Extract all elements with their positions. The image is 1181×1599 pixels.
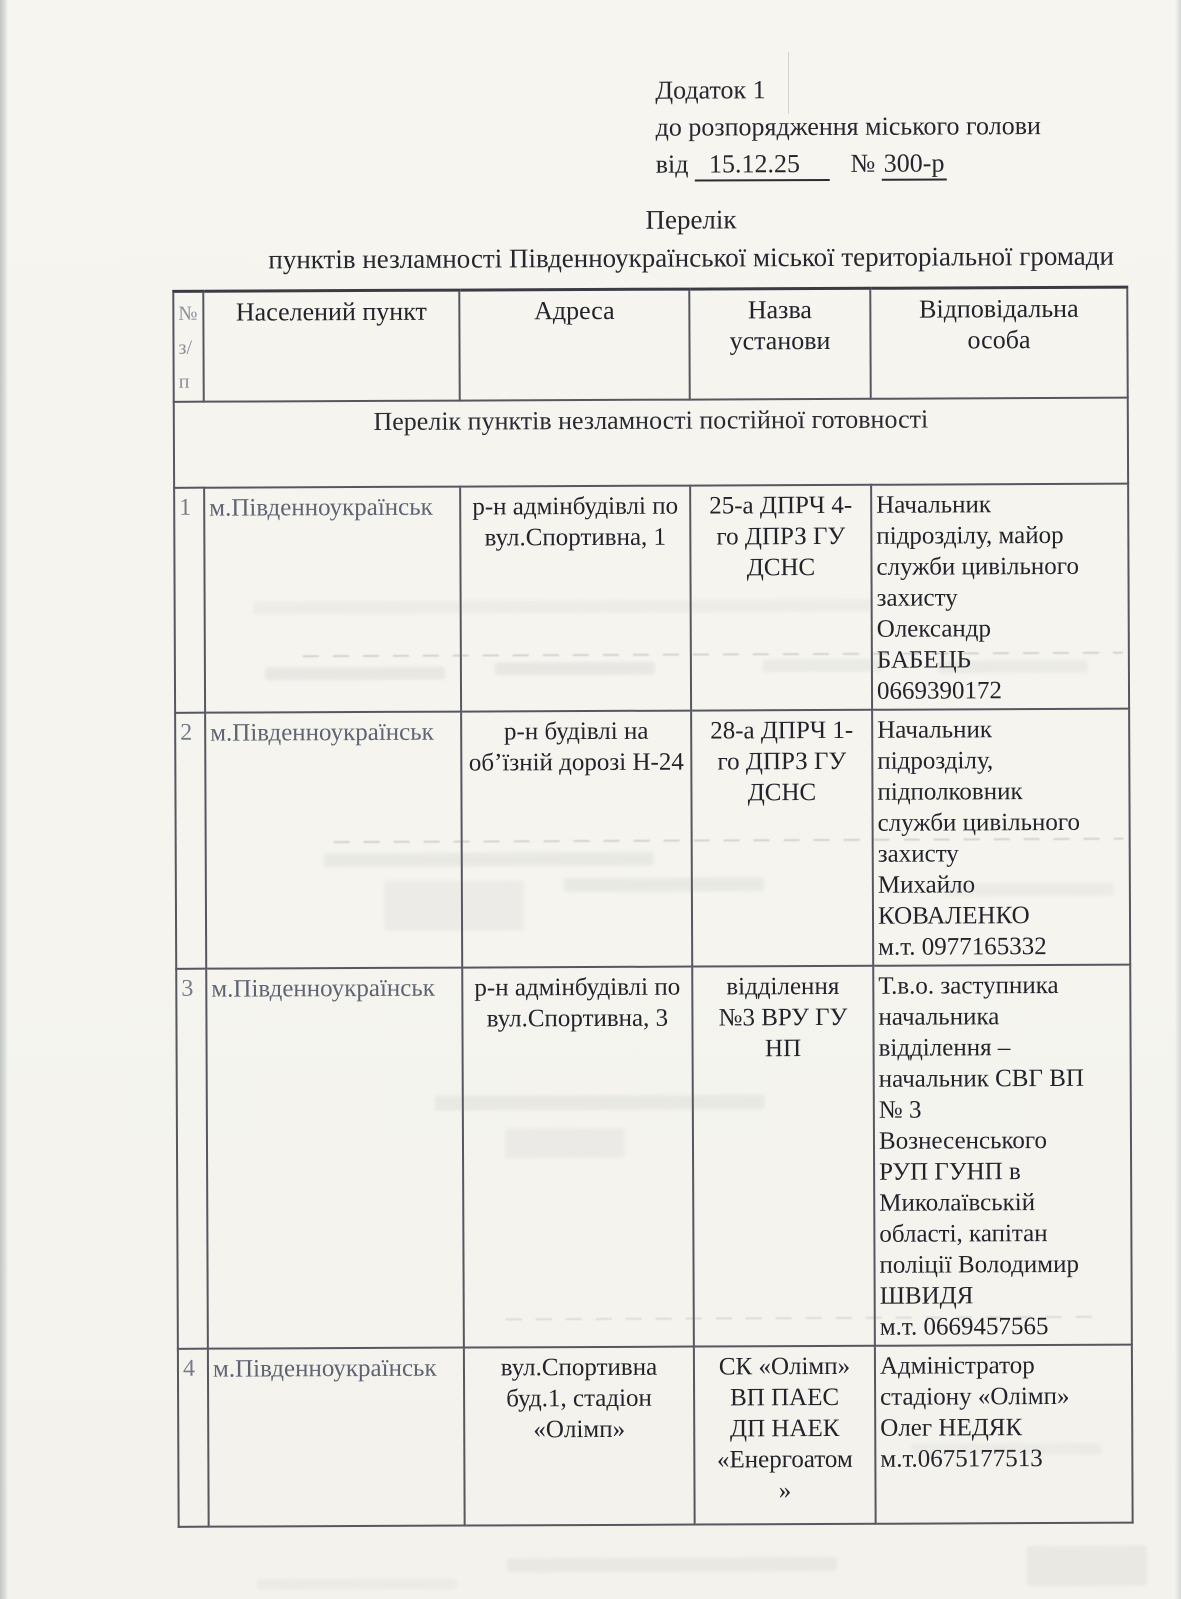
institution-cell: 28-а ДПРЧ 1- го ДПРЗ ГУ ДСНС: [691, 710, 873, 967]
resilience-points-table: [172, 286, 1133, 1528]
bleed-through-artifact: [911, 1443, 1101, 1456]
settlement-cell: м.Південноукраїнськ: [204, 487, 461, 713]
row-number: 3: [176, 969, 208, 1349]
bleed-through-artifact: [384, 880, 524, 931]
settlement-cell: м.Південноукраїнськ: [208, 1348, 465, 1527]
bleed-through-artifact: [495, 662, 655, 676]
header-cell-institution: Назва установи: [689, 288, 870, 399]
bleed-through-artifact: [257, 1579, 457, 1590]
table-header-row: [173, 287, 1127, 402]
table-section-row: [174, 398, 1128, 488]
header-number-line: з/: [178, 336, 193, 359]
order-date: 15.12.25: [695, 149, 830, 182]
bleed-through-artifact: [564, 877, 764, 892]
bleed-through-artifact: [253, 599, 873, 615]
bleed-through-artifact: [505, 1128, 625, 1159]
responsible-cell: Т.в.о. заступника начальника відділення – начальник СВГ ВП № 3 Вознесенського РУП ГУНП в Миколаївській області, капітан поліції Володимир ШВИДЯ м.т. 0669457565: [873, 965, 1132, 1346]
header-cell-settlement: Населений пункт: [203, 290, 459, 402]
address-cell: р-н адмінбудівлі по вул.Спортивна, 3: [462, 967, 694, 1348]
address-cell: р-н адмінбудівлі по вул.Спортивна, 1: [460, 486, 691, 712]
order-number: 300-р: [882, 148, 947, 180]
appendix-line-3: [656, 144, 1041, 183]
row-number: 4: [178, 1349, 209, 1527]
order-number-sign: №: [850, 148, 876, 178]
bleed-through-artifact: [265, 667, 445, 681]
bleed-through-artifact: [1027, 1546, 1147, 1587]
bleed-through-artifact: [435, 1094, 765, 1110]
bleed-through-artifact: [324, 852, 654, 867]
header-cell-number: [173, 291, 203, 402]
institution-cell: відділення №3 ВРУ ГУ НП: [692, 966, 875, 1347]
institution-cell: 25-а ДПРЧ 4- го ДПРЗ ГУ ДСНС: [690, 485, 872, 711]
appendix-block: [655, 70, 1041, 183]
header-number-line: п: [178, 370, 190, 393]
table-row: [176, 965, 1132, 1349]
settlement-cell: м.Південноукраїнськ: [205, 712, 462, 969]
row-number: 2: [175, 713, 206, 969]
header-number-line: №: [178, 302, 198, 325]
document-title-line-1: Перелік: [645, 204, 737, 235]
header-cell-address: Адреса: [459, 289, 689, 401]
header-cell-responsible: Відповідальна особа: [870, 287, 1127, 399]
bleed-through-artifact: [507, 1557, 837, 1572]
address-cell: вул.Спортивна буд.1, стадіон «Олімп»: [464, 1347, 695, 1526]
document-title: [172, 198, 1168, 278]
responsible-cell: Адміністратор стадіону «Олімп» Олег НЕДЯК м.т.0675177513: [875, 1345, 1133, 1524]
address-cell: р-н будівлі на об’їзній дорозі Н-24: [461, 711, 692, 968]
bleed-through-artifact: [944, 883, 1114, 897]
appendix-line-2: до розпорядження міського голови: [655, 111, 1041, 142]
order-from-label: від: [655, 149, 689, 179]
institution-cell: СК «Олімп» ВП ПАЕС ДП НАЕК «Енергоатом »: [694, 1346, 876, 1525]
settlement-cell: м.Південноукраїнськ: [206, 968, 464, 1349]
appendix-line-1: Додаток 1: [655, 75, 766, 105]
document-title-line-2: пунктів незламності Південноукраїнської міської територіальної громади: [268, 240, 1114, 275]
section-title: Перелік пунктів незламності постійної готовності: [174, 398, 1128, 488]
row-number: 1: [174, 488, 205, 713]
responsible-cell: Начальник підрозділу, майор служби цивільного захисту Олександр БАБЕЦЬ 0669390172: [871, 484, 1129, 710]
table-row: [178, 1345, 1133, 1527]
bleed-through-artifact: [763, 659, 883, 673]
responsible-cell: Начальник підрозділу, підполковник служби цивільного захисту Михайло КОВАЛЕНКО м.т. 0977165332: [872, 709, 1130, 966]
bleed-through-artifact: [938, 660, 1088, 674]
